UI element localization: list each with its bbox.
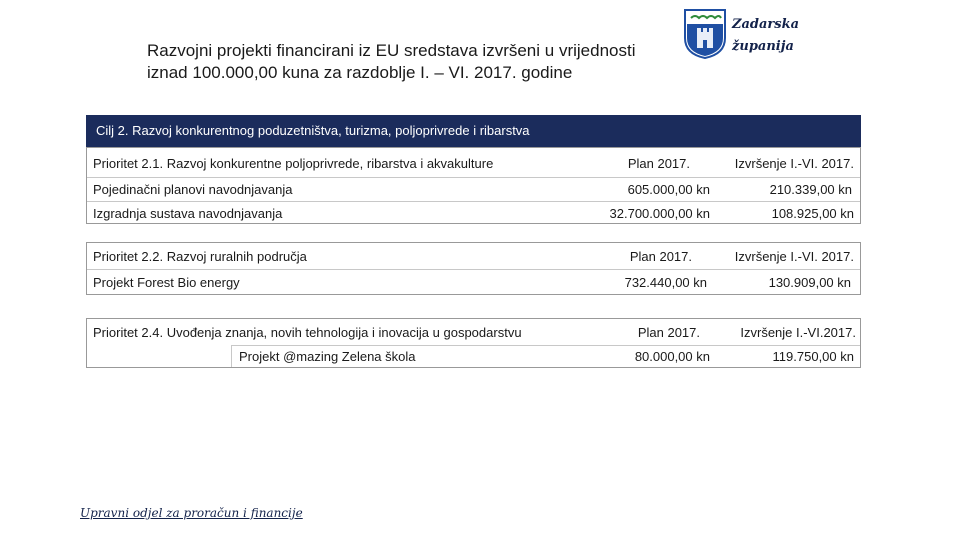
row-divider <box>87 269 860 270</box>
county-crest-icon <box>683 8 727 60</box>
row-divider-vertical <box>231 345 232 367</box>
page-title <box>147 40 635 84</box>
execution-value: 130.909,00 kn <box>768 275 851 290</box>
execution-header: Izvršenje I.-VI. 2017. <box>734 249 854 264</box>
plan-header: Plan 2017. <box>627 156 690 171</box>
footer-department-link[interactable]: Upravni odjel za proračun i financije <box>80 506 303 520</box>
row-divider <box>231 345 860 346</box>
execution-value: 210.339,00 kn <box>769 182 852 197</box>
county-name-line1: Zadarska <box>732 17 800 32</box>
plan-header: Plan 2017. <box>637 325 700 340</box>
plan-value: 605.000,00 kn <box>627 182 710 197</box>
priority-box-2-2 <box>86 242 861 295</box>
execution-header: Izvršenje I.-VI.2017. <box>740 325 856 340</box>
plan-value: 80.000,00 kn <box>634 349 710 364</box>
execution-value: 108.925,00 kn <box>771 206 854 221</box>
priority-box-2-1 <box>86 147 861 224</box>
priority-title: Prioritet 2.2. Razvoj ruralnih područja <box>93 249 307 264</box>
priority-title: Prioritet 2.4. Uvođenja znanja, novih tehnologija i inovacija u gospodarstvu <box>93 325 522 340</box>
priority-box-2-4 <box>86 318 861 368</box>
project-name: Pojedinačni planovi navodnjavanja <box>93 182 293 197</box>
execution-header: Izvršenje I.-VI. 2017. <box>734 156 854 171</box>
goal-banner: Cilj 2. Razvoj konkurentnog poduzetništva, turizma, poljoprivrede i ribarstva <box>86 115 861 147</box>
project-name: Projekt @mazing Zelena škola <box>239 349 416 364</box>
row-divider <box>87 177 860 178</box>
row-divider <box>87 201 860 202</box>
plan-value: 732.440,00 kn <box>624 275 707 290</box>
plan-header: Plan 2017. <box>629 249 692 264</box>
project-name: Projekt Forest Bio energy <box>93 275 240 290</box>
plan-value: 32.700.000,00 kn <box>609 206 710 221</box>
page-title-line1: Razvojni projekti financirani iz EU sredstava izvršeni u vrijednosti <box>147 41 636 60</box>
priority-title: Prioritet 2.1. Razvoj konkurentne poljoprivrede, ribarstva i akvakulture <box>93 156 494 171</box>
project-name: Izgradnja sustava navodnjavanja <box>93 206 283 221</box>
county-name-line2: županija <box>732 39 794 54</box>
county-name <box>732 14 799 58</box>
page-title-line2: iznad 100.000,00 kuna za razdoblje I. – VI. 2017. godine <box>147 63 573 82</box>
execution-value: 119.750,00 kn <box>772 349 854 364</box>
